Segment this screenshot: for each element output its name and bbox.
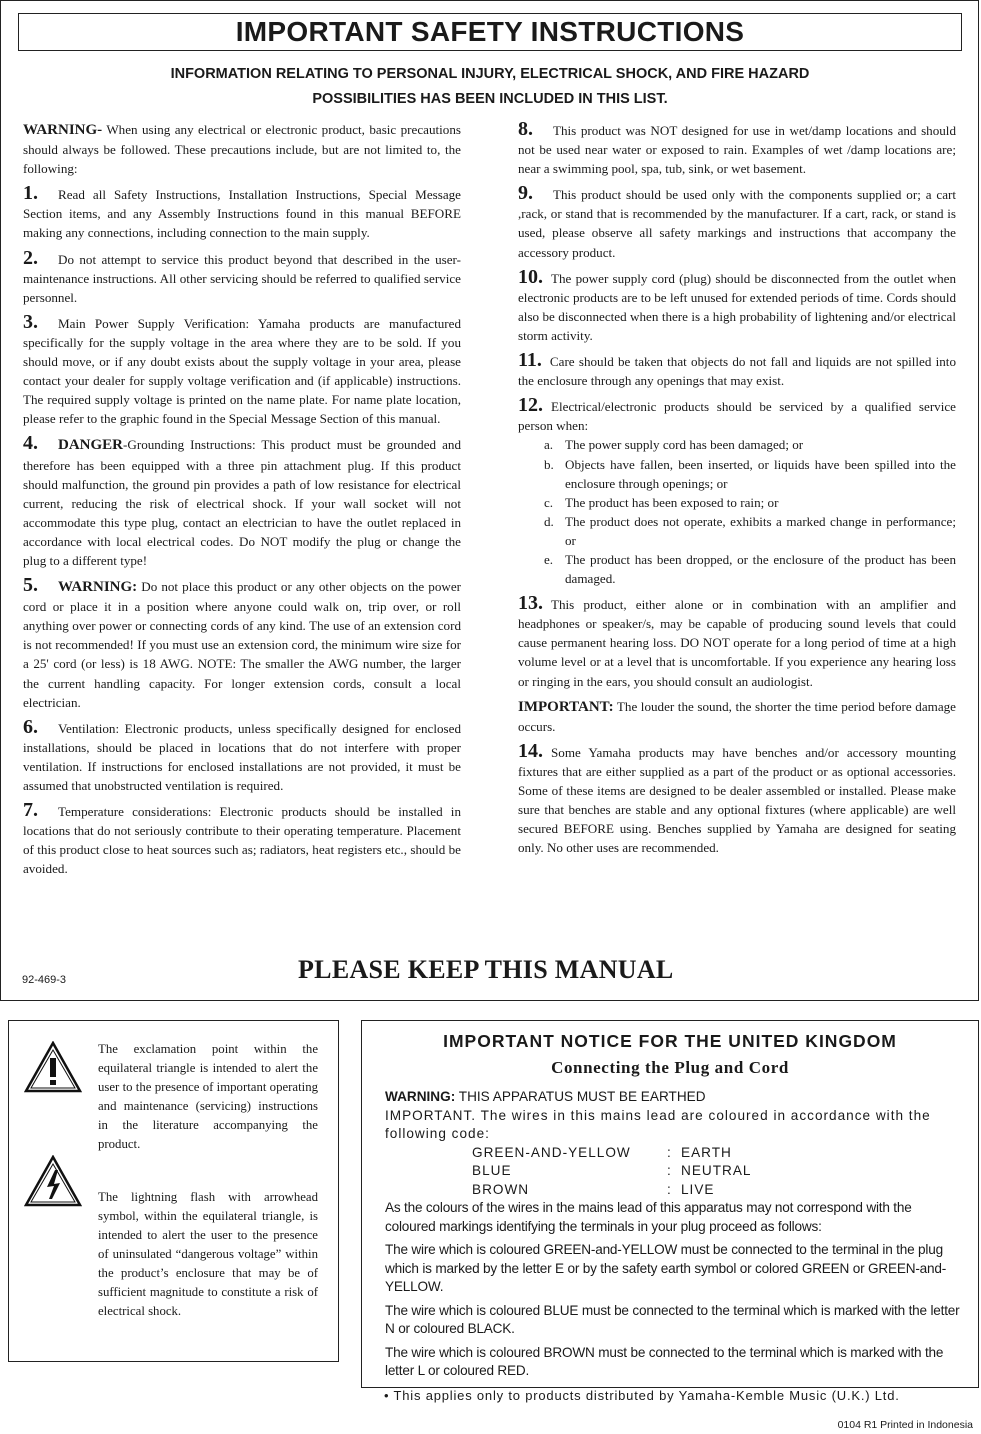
list-text: The product does not operate, exhibits a marked change in performance; or [565,513,956,548]
wire-meaning: LIVE [681,1181,715,1197]
instruction-item-6 [23,715,461,795]
item-number: 7. [23,799,38,822]
item-text: Temperature considerations: Electronic products should be installed in locations that do not seriously contribute to their operating temperature. Placement of this product close to heat sources such as; radiators, heat registers etc., should be avoided. [23,804,461,877]
list-letter: d. [544,513,554,529]
wire-separator: : [667,1144,672,1160]
item-text: Do not place this product or any other objects on the power cord or place it in a position where anyone could walk on, trip over, or roll anything over power or connecting cords of any kind. The use of an extension cord is not recommended! If you must use an extension cord, the minimum wire size for a 25' cord (or less) is 18 AWG. NOTE: The smaller the AWG number, the larger the current handling capacity. For longer extension cords, consult a local electrician. [23,579,461,710]
item-text: Electrical/electronic products should be serviced by a qualified service person when: [518,399,956,434]
page-title: IMPORTANT SAFETY INSTRUCTIONS [18,13,962,51]
instruction-item-7 [23,801,461,878]
instruction-item-13 [518,594,956,690]
wire-code-row [385,1162,963,1181]
danger-lead: DANGER [58,437,124,454]
item-number: 4. [23,432,38,455]
exclamation-description: The exclamation point within the equilateral triangle is intended to alert the user to the presence of important operating and maintenance (servicing) instructions in the literature accompanying the product. [98,1042,318,1151]
instruction-item-1 [23,184,461,242]
uk-footnote: • This applies only to products distributed by Yamaha-Kemble Music (U.K.) Ltd. [384,1388,900,1403]
item-number: 11. [518,349,542,372]
uk-warning-lead: WARNING: [385,1089,456,1104]
item-text: The power supply cord (plug) should be disconnected from the outlet when electronic products are to be left unused for extended periods of time. Cords should also be disconnected when there is a high probability of lightening and/or electrical storm activity. [518,270,956,343]
important-note [518,697,956,736]
important-lead: IMPORTANT: [518,698,614,715]
list-letter: a. [544,437,554,453]
list-letter: c. [544,494,554,510]
uk-paragraph-2: The wire which is coloured GREEN-and-YELLOW must be connected to the terminal in the plug which is marked by the letter E or by the safety earth symbol or colored GREEN or GREEN-and-YELLOW. [385,1242,947,1294]
uk-warning-text: THIS APPARATUS MUST BE EARTHED [455,1089,706,1104]
item-number: 2. [23,246,38,269]
item-number: 8. [518,118,533,140]
item-12-sublist [518,435,956,588]
instruction-item-10 [518,265,956,345]
instruction-item-12 [518,396,956,435]
item-text: -Grounding Instructions: This product must be grounded and therefore has been equipped with a three pin attachment plug. If this product should malfunction, the ground pin provides a path of low resistance for electrical current, reducing the risk of electrical shock. If your wall socket will not accommodate this type plug, contact an electrician to have the outlet replaced in accordance with local electrical codes. Do NOT modify the plug or change the plug to a different type! [23,437,461,568]
warning-lead: WARNING: [58,579,138,596]
print-code: 0104 R1 Printed in Indonesia [837,1419,973,1431]
item-number: 6. [23,715,38,738]
uk-notice-body [385,1088,963,1381]
wire-color: BLUE [472,1163,512,1178]
instruction-item-14 [518,739,956,858]
instruction-item-8 [518,120,956,178]
item-text: Do not attempt to service this product beyond that described in the user-maintenance instructions. All other servicing should be referred to qualified service personnel. [23,251,461,305]
uk-paragraph-4: The wire which is coloured BROWN must be connected to the terminal which is marked with the letter L or coloured RED. [385,1344,944,1378]
wire-meaning: EARTH [681,1144,732,1160]
wire-code-row [385,1144,963,1163]
list-letter: b. [544,456,554,472]
uk-notice-title: IMPORTANT NOTICE FOR THE UNITED KINGDOM [443,1031,897,1051]
uk-notice-panel [361,1020,979,1388]
list-item [518,435,956,454]
wire-separator: : [667,1181,672,1197]
item-text: Read all Safety Instructions, Installation Instructions, Special Message Section items, and any Assembly Instructions found in this manual BEFORE making any connections, including connection to the main supply. [23,187,461,241]
uk-notice-subtitle: Connecting the Plug and Cord [551,1058,789,1077]
item-number: 9. [518,182,533,205]
wire-meaning: NEUTRAL [681,1163,752,1178]
uk-paragraph-3: The wire which is coloured BLUE must be connected to the terminal which is marked with the letter N or coloured BLACK. [385,1302,960,1336]
item-number: 1. [23,182,38,205]
item-text: This product, either alone or in combination with an amplifier and headphones or speaker/s, may be capable of producing sound levels that could cause permanent hearing loss. DO NOT operate for a long period of time at a high volume level or at a level that is uncomfortable. If you experience any hearing loss or ringing in the ears, you should consult an audiologist. [518,597,956,689]
list-text: Objects have fallen, been inserted, or liquids have been spilled into the enclosure through openings; or [565,456,956,491]
instruction-item-5 [23,576,461,712]
wire-color: BROWN [472,1181,530,1197]
item-text: Some Yamaha products may have benches and/or accessory mounting fixtures that are either supplied as a part of the product or as optional accessories. Some of these items are designed to be dealer assembled or installed. Please make sure that benches are stable and any optional fixtures (where applicable) are well secured BEFORE using. Benches supplied by Yamaha are designed for seating only. No other uses are recommended. [518,744,956,856]
warning-intro [23,120,461,178]
item-text: This product was NOT designed for use in wet/damp locations and should not be used near water or exposed to rain. Examples of wet /damp locations are; near a swimming pool, spa, tub, sink, or wet basement. [518,123,956,177]
warning-intro-text: When using any electrical or electronic product, basic precautions should always be followed. These precautions include, but are not limited to, the following: [23,122,461,177]
important-text: The louder the sound, the shorter the time period before damage occurs. [518,698,956,734]
wire-separator: : [667,1163,672,1178]
lightning-description: The lightning flash with arrowhead symbol, within the equilateral triangle, is intended to alert the user to the presence of uninsulated “dangerous voltage” within the product’s enclosure that may be of sufficient magnitude to constitute a risk of electrical shock. [98,1190,318,1318]
list-text: The product has been exposed to rain; or [565,494,779,510]
item-text: Main Power Supply Verification: Yamaha products are manufactured specifically for the supply voltage in the area where they are to be sold. If you should move, or if any doubt exists about the supply voltage in your area, please contact your dealer for supply voltage verification and (if applicable) instructions. The required supply voltage is printed on the name plate. For name plate location, please refer to the graphic found in the Special Message Section of this manual. [23,315,461,427]
uk-paragraph-1: As the colours of the wires in the mains lead of this apparatus may not correspond with the coloured markings identifying the terminals in your plug proceed as follows: [385,1200,912,1234]
instruction-item-9 [518,184,956,261]
item-number: 13. [518,592,543,615]
item-number: 3. [23,310,38,333]
item-text: Ventilation: Electronic products, unless specifically designed for enclosed installations, should be placed in locations that do not interfere with proper ventilation. If instructions for enclosed installations are not provided, it must be assumed that unobstructed ventilation is required. [23,720,461,793]
subtitle [20,62,960,112]
keep-manual-heading: PLEASE KEEP THIS MANUAL [298,955,674,984]
item-text: This product should be used only with the components supplied or; a cart ,rack, or stand that is recommended by the manufacturer. If a cart, rack, or stand is used, please observe all safety markings and instructions that accompany the accessory product. [518,187,956,260]
wire-color: GREEN-AND-YELLOW [472,1144,631,1160]
list-text: The product has been dropped, or the enclosure of the product has been damaged. [565,551,956,587]
list-item [518,550,956,588]
uk-important: IMPORTANT. The wires in this mains lead are coloured in accordance with the following code: [385,1107,931,1141]
list-item [518,512,956,550]
left-column [23,120,461,884]
instruction-item-3 [23,310,461,429]
item-number: 5. [23,574,38,597]
instruction-item-2 [23,246,461,307]
list-item [518,455,956,493]
lightning-triangle-icon [24,1155,82,1207]
subtitle-line-1: INFORMATION RELATING TO PERSONAL INJURY, ELECTRICAL SHOCK, AND FIRE HAZARD [170,66,810,82]
right-column [518,120,956,863]
item-number: 14. [518,739,543,762]
uk-warning [385,1088,963,1107]
item-text: Care should be taken that objects do not fall and liquids are not spilled into the enclosure through any openings that may exist. [518,354,956,389]
warning-lead: WARNING- [23,122,103,138]
list-text: The power supply cord has been damaged; or [565,437,804,453]
list-item [518,493,956,512]
subtitle-line-2: POSSIBILITIES HAS BEEN INCLUDED IN THIS LIST. [312,91,668,107]
document-code: 92-469-3 [22,974,67,986]
list-letter: e. [544,551,554,567]
instruction-item-4 [23,434,461,570]
item-number: 12. [518,394,543,417]
symbols-panel [8,1020,339,1362]
instruction-item-11 [518,351,956,390]
wire-code-row [385,1181,963,1200]
exclamation-triangle-icon [24,1041,82,1093]
item-number: 10. [518,265,543,288]
